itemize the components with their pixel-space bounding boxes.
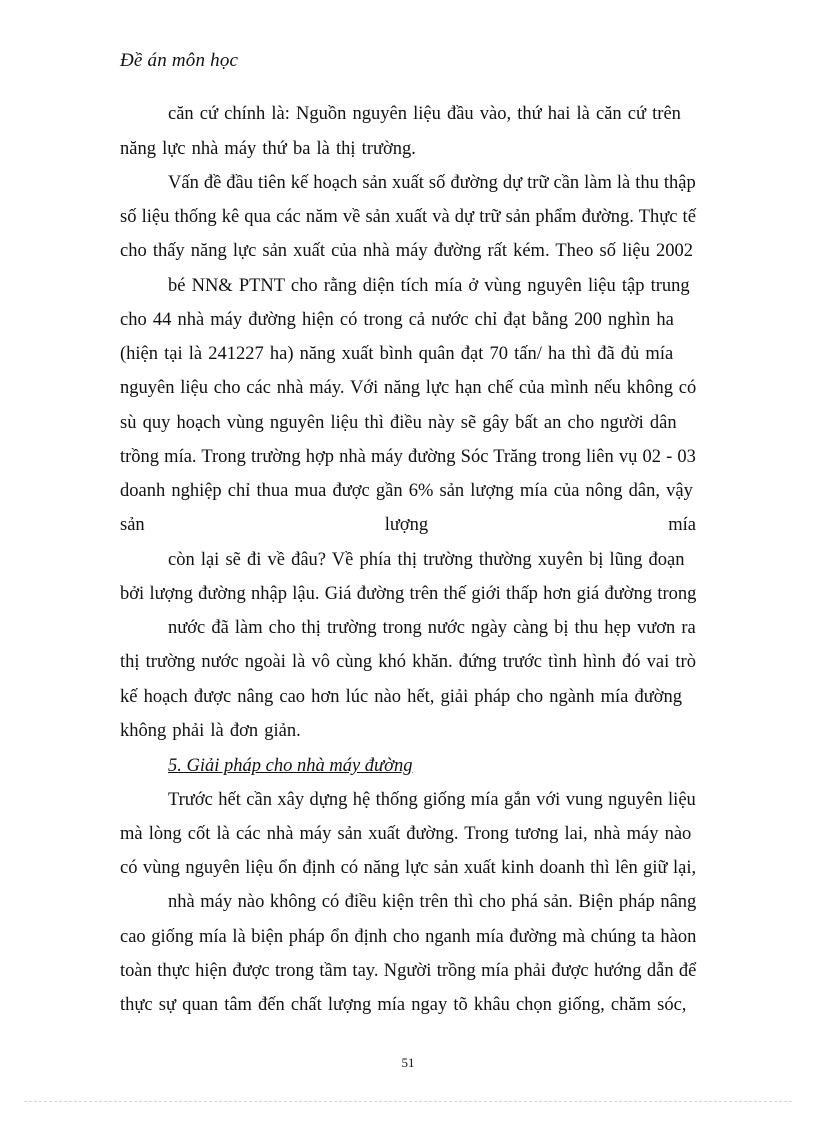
text-line: trồng mía. Trong trường hợp nhà máy đường Sóc Trăng trong liên vụ 02 - 03	[120, 447, 696, 467]
text-line: cao giống mía là biện pháp ổn định cho nganh mía đường mà chúng ta hàon	[120, 927, 697, 947]
page-header: Đề án môn học	[120, 50, 239, 71]
text-line: Vấn đề đầu tiên kế hoạch sản xuất số đường dự trữ cần làm là thu thập	[168, 173, 696, 193]
text-line: thị trường nước ngoài là vô cùng khó khăn. đứng trước tình hình đó vai trò	[120, 652, 696, 672]
text-line: thực sự quan tâm đến chất lượng mía ngay tõ khâu chọn giống, chăm sóc,	[120, 995, 687, 1015]
text-line: kế hoạch được nâng cao hơn lúc nào hết, giải pháp cho ngành mía đường	[120, 687, 683, 707]
text-line: nguyên liệu cho các nhà máy. Với năng lực hạn chế của mình nếu không có	[120, 378, 697, 398]
text-line: năng lực nhà máy thứ ba là thị trường.	[120, 139, 416, 159]
text-line: không phải là đơn giản.	[120, 721, 301, 741]
text-line: nhà máy nào không có điều kiện trên thì cho phá sản. Biện pháp nâng	[168, 892, 697, 912]
text-line: cho 44 nhà máy đường hiện có trong cả nước chỉ đạt bằng 200 nghìn ha	[120, 310, 674, 330]
text-line: bé NN& PTNT cho rằng diện tích mía ở vùng nguyên liệu tập trung	[168, 276, 690, 296]
text-line: (hiện tại là 241227 ha) năng xuất bình quân đạt 70 tấn/ ha thì đã đủ mía	[120, 344, 674, 364]
text-line: cho thấy năng lực sản xuất của nhà máy đường rất kém. Theo số liệu 2002	[120, 241, 693, 261]
spread-text-line	[120, 516, 696, 535]
text-line: còn lại sẽ đi về đâu? Về phía thị trường thường xuyên bị lũng đoạn	[168, 550, 685, 570]
text-line: nước đã làm cho thị trường trong nước ngày càng bị thu hẹp vươn ra	[168, 618, 696, 638]
page-number: 51	[401, 1055, 415, 1070]
text-line: có vùng nguyên liệu ổn định có năng lực sản xuất kinh doanh thì lên giữ lại,	[120, 858, 697, 878]
text-line: mà lòng cốt là các nhà máy sản xuất đường. Trong tương lai, nhà máy nào	[120, 824, 692, 844]
text-line: doanh nghiệp chỉ thua mua được gần 6% sản lượng mía của nông dân, vậy	[120, 481, 693, 501]
text-line: căn cứ chính là: Nguồn nguyên liệu đầu vào, thứ hai là căn cứ trên	[168, 104, 681, 124]
text-line: sù quy hoạch vùng nguyên liệu thì điều này sẽ gây bất an cho người dân	[120, 413, 677, 433]
footer-divider	[24, 1101, 792, 1102]
spread-word: lượng	[384, 515, 429, 535]
spread-word: sản	[120, 515, 145, 535]
section-heading: 5. Giải pháp cho nhà máy đường	[168, 756, 413, 776]
spread-word: mía	[668, 515, 696, 535]
text-line: số liệu thống kê qua các năm về sản xuất và dự trữ sản phẩm đường. Thực tế	[120, 207, 696, 227]
text-line: toàn thực hiện được trong tầm tay. Người trồng mía phải được hướng dẫn để	[120, 961, 697, 981]
text-line: bởi lượng đường nhập lậu. Giá đường trên thế giới thấp hơn giá đường trong	[120, 584, 697, 604]
text-line: Trước hết cần xây dựng hệ thống giống mía gắn với vung nguyên liệu	[168, 790, 696, 810]
